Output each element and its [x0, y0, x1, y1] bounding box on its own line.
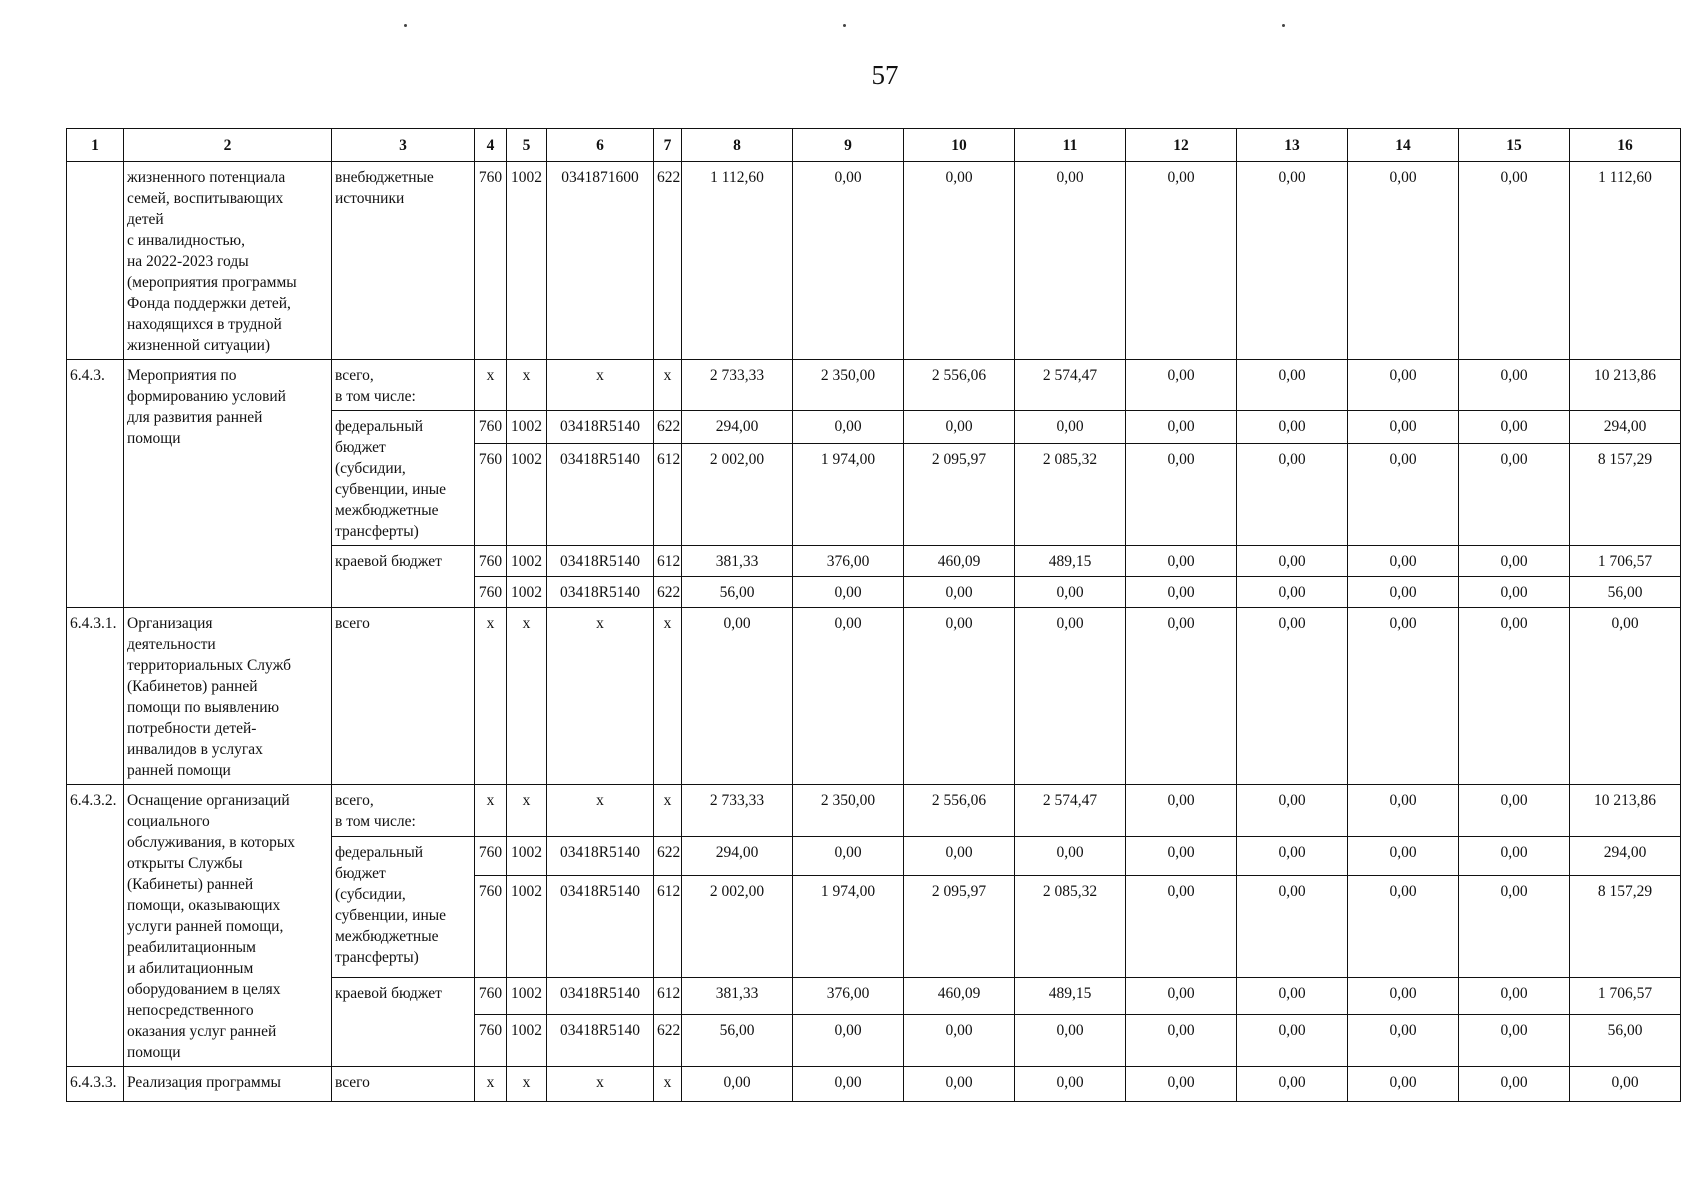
budget-code-c4: х — [475, 608, 507, 785]
amount-cell: 0,00 — [1126, 162, 1237, 360]
amount-cell: 0,00 — [904, 577, 1015, 608]
budget-code-c7: х — [654, 360, 682, 411]
amount-cell: 0,00 — [1015, 1067, 1126, 1102]
budget-code-c6: 03418R5140 — [547, 443, 654, 545]
budget-code-c5: 1002 — [507, 875, 547, 977]
amount-cell: 0,00 — [1348, 360, 1459, 411]
amount-cell: 0,00 — [904, 1067, 1015, 1102]
amount-cell: 489,15 — [1015, 546, 1126, 577]
scan-dot — [843, 24, 846, 27]
budget-code-c4: х — [475, 360, 507, 411]
amount-cell: 0,00 — [1348, 162, 1459, 360]
column-header: 7 — [654, 129, 682, 162]
amount-cell: 1 706,57 — [1570, 978, 1681, 1015]
amount-cell: 0,00 — [793, 577, 904, 608]
column-header: 10 — [904, 129, 1015, 162]
budget-code-c5: 1002 — [507, 837, 547, 876]
amount-cell: 1 706,57 — [1570, 546, 1681, 577]
amount-cell: 0,00 — [1348, 875, 1459, 977]
amount-cell: 0,00 — [1570, 608, 1681, 785]
item-number — [67, 162, 124, 360]
budget-code-c6: 03418R5140 — [547, 875, 654, 977]
budget-code-c5: 1002 — [507, 411, 547, 444]
amount-cell: 56,00 — [1570, 577, 1681, 608]
amount-cell: 0,00 — [1459, 577, 1570, 608]
item-name: Организация деятельности территориальных Служб (Кабинетов) ранней помощи по выявлению потребности детей- инвалидов в услугах ранней помощи — [124, 608, 332, 785]
amount-cell: 0,00 — [904, 837, 1015, 876]
budget-code-c5: х — [507, 360, 547, 411]
column-header: 12 — [1126, 129, 1237, 162]
funding-source: краевой бюджет — [332, 978, 475, 1067]
amount-cell: 0,00 — [793, 837, 904, 876]
amount-cell: 0,00 — [1348, 443, 1459, 545]
budget-code-c5: 1002 — [507, 162, 547, 360]
amount-cell: 0,00 — [793, 411, 904, 444]
amount-cell: 8 157,29 — [1570, 875, 1681, 977]
budget-code-c6: х — [547, 1067, 654, 1102]
budget-code-c4: 760 — [475, 443, 507, 545]
amount-cell: 2 556,06 — [904, 785, 1015, 837]
amount-cell: 8 157,29 — [1570, 443, 1681, 545]
budget-code-c7: 612 — [654, 443, 682, 545]
item-name: Оснащение организаций социального обслуживания, в которых открыты Службы (Кабинеты) ранней помощи, оказывающих услуги ранней помощи, реабилитационным и абилитационным оборудованием в целях непосредственного оказания услуг ранней помощи — [124, 785, 332, 1067]
amount-cell: 0,00 — [1348, 785, 1459, 837]
budget-code-c7: х — [654, 608, 682, 785]
amount-cell: 0,00 — [1348, 1015, 1459, 1067]
amount-cell: 0,00 — [1348, 546, 1459, 577]
amount-cell: 0,00 — [1459, 978, 1570, 1015]
amount-cell: 2 733,33 — [682, 785, 793, 837]
amount-cell: 56,00 — [682, 577, 793, 608]
header-row — [67, 129, 1681, 162]
budget-code-c7: 622 — [654, 411, 682, 444]
amount-cell: 376,00 — [793, 978, 904, 1015]
table-row — [67, 162, 1681, 360]
page-number: 57 — [871, 60, 899, 90]
amount-cell: 2 350,00 — [793, 785, 904, 837]
budget-code-c4: 760 — [475, 1015, 507, 1067]
column-header: 6 — [547, 129, 654, 162]
item-name: Реализация программы — [124, 1067, 332, 1102]
column-header: 5 — [507, 129, 547, 162]
amount-cell: 294,00 — [1570, 837, 1681, 876]
funding-source: краевой бюджет — [332, 546, 475, 608]
amount-cell: 2 574,47 — [1015, 360, 1126, 411]
amount-cell: 294,00 — [1570, 411, 1681, 444]
funding-source: всего — [332, 608, 475, 785]
amount-cell: 0,00 — [1237, 443, 1348, 545]
column-header: 3 — [332, 129, 475, 162]
amount-cell: 0,00 — [904, 411, 1015, 444]
amount-cell: 376,00 — [793, 546, 904, 577]
amount-cell: 0,00 — [1459, 162, 1570, 360]
scan-dot — [1282, 24, 1285, 27]
amount-cell: 0,00 — [1126, 978, 1237, 1015]
budget-code-c7: 622 — [654, 162, 682, 360]
amount-cell: 56,00 — [682, 1015, 793, 1067]
funding-source: внебюджетные источники — [332, 162, 475, 360]
item-name: Мероприятия по формированию условий для развития ранней помощи — [124, 360, 332, 608]
amount-cell: 0,00 — [1459, 411, 1570, 444]
amount-cell: 0,00 — [793, 1015, 904, 1067]
amount-cell: 460,09 — [904, 546, 1015, 577]
amount-cell: 2 574,47 — [1015, 785, 1126, 837]
budget-code-c7: 612 — [654, 875, 682, 977]
amount-cell: 0,00 — [793, 1067, 904, 1102]
budget-code-c5: 1002 — [507, 978, 547, 1015]
budget-code-c5: 1002 — [507, 546, 547, 577]
funding-source: федеральный бюджет (субсидии, субвенции, иные межбюджетные трансферты) — [332, 411, 475, 546]
budget-code-c5: х — [507, 608, 547, 785]
column-header: 9 — [793, 129, 904, 162]
budget-code-c5: 1002 — [507, 443, 547, 545]
column-header: 2 — [124, 129, 332, 162]
amount-cell: 0,00 — [1126, 360, 1237, 411]
amount-cell: 56,00 — [1570, 1015, 1681, 1067]
amount-cell: 0,00 — [1126, 875, 1237, 977]
budget-code-c4: 760 — [475, 978, 507, 1015]
budget-code-c6: 03418R5140 — [547, 837, 654, 876]
column-header: 14 — [1348, 129, 1459, 162]
budget-code-c5: х — [507, 1067, 547, 1102]
budget-code-c4: 760 — [475, 162, 507, 360]
budget-code-c4: 760 — [475, 577, 507, 608]
budget-code-c4: 760 — [475, 546, 507, 577]
funding-source: всего — [332, 1067, 475, 1102]
amount-cell: 0,00 — [1459, 785, 1570, 837]
budget-table — [66, 128, 1681, 1102]
amount-cell: 381,33 — [682, 978, 793, 1015]
amount-cell: 2 350,00 — [793, 360, 904, 411]
amount-cell: 0,00 — [1015, 1015, 1126, 1067]
budget-code-c6: 03418R5140 — [547, 546, 654, 577]
amount-cell: 10 213,86 — [1570, 785, 1681, 837]
budget-code-c4: 760 — [475, 837, 507, 876]
column-header: 15 — [1459, 129, 1570, 162]
budget-code-c6: 03418R5140 — [547, 411, 654, 444]
amount-cell: 294,00 — [682, 411, 793, 444]
amount-cell: 0,00 — [1237, 162, 1348, 360]
budget-code-c7: 612 — [654, 978, 682, 1015]
budget-code-c6: х — [547, 608, 654, 785]
amount-cell: 0,00 — [1237, 577, 1348, 608]
amount-cell: 0,00 — [1237, 360, 1348, 411]
budget-code-c6: х — [547, 360, 654, 411]
budget-code-c7: 622 — [654, 1015, 682, 1067]
budget-code-c7: 622 — [654, 577, 682, 608]
amount-cell: 0,00 — [1459, 1015, 1570, 1067]
amount-cell: 0,00 — [1015, 411, 1126, 444]
amount-cell: 0,00 — [1348, 577, 1459, 608]
table-row — [67, 360, 1681, 411]
amount-cell: 0,00 — [1459, 608, 1570, 785]
column-header: 4 — [475, 129, 507, 162]
amount-cell: 0,00 — [1126, 785, 1237, 837]
amount-cell: 0,00 — [1237, 837, 1348, 876]
item-name: жизненного потенциала семей, воспитывающих детей с инвалидностью, на 2022-2023 годы (мероприятия программы Фонда поддержки детей, находящихся в трудной жизненной ситуации) — [124, 162, 332, 360]
amount-cell: 0,00 — [1015, 837, 1126, 876]
amount-cell: 0,00 — [793, 608, 904, 785]
amount-cell: 0,00 — [682, 1067, 793, 1102]
item-number: 6.4.3. — [67, 360, 124, 608]
amount-cell: 0,00 — [1348, 411, 1459, 444]
table-row — [67, 785, 1681, 837]
amount-cell: 0,00 — [904, 608, 1015, 785]
amount-cell: 0,00 — [1459, 875, 1570, 977]
amount-cell: 0,00 — [1237, 1067, 1348, 1102]
amount-cell: 0,00 — [793, 162, 904, 360]
amount-cell: 460,09 — [904, 978, 1015, 1015]
amount-cell: 0,00 — [1237, 546, 1348, 577]
amount-cell: 0,00 — [1459, 546, 1570, 577]
amount-cell: 0,00 — [1348, 978, 1459, 1015]
amount-cell: 1 112,60 — [682, 162, 793, 360]
amount-cell: 0,00 — [1126, 1067, 1237, 1102]
budget-code-c7: 612 — [654, 546, 682, 577]
budget-code-c7: 622 — [654, 837, 682, 876]
budget-code-c7: х — [654, 1067, 682, 1102]
amount-cell: 0,00 — [1126, 1015, 1237, 1067]
amount-cell: 2 095,97 — [904, 875, 1015, 977]
amount-cell: 0,00 — [1237, 608, 1348, 785]
budget-code-c5: 1002 — [507, 1015, 547, 1067]
scan-dot — [404, 24, 407, 27]
amount-cell: 0,00 — [1126, 443, 1237, 545]
amount-cell: 2 556,06 — [904, 360, 1015, 411]
amount-cell: 0,00 — [1459, 1067, 1570, 1102]
amount-cell: 2 095,97 — [904, 443, 1015, 545]
item-number: 6.4.3.2. — [67, 785, 124, 1067]
column-header: 13 — [1237, 129, 1348, 162]
amount-cell: 294,00 — [682, 837, 793, 876]
amount-cell: 0,00 — [1459, 443, 1570, 545]
column-header: 1 — [67, 129, 124, 162]
column-header: 16 — [1570, 129, 1681, 162]
budget-code-c6: 03418R5140 — [547, 1015, 654, 1067]
budget-code-c4: х — [475, 785, 507, 837]
amount-cell: 10 213,86 — [1570, 360, 1681, 411]
budget-code-c4: 760 — [475, 411, 507, 444]
amount-cell: 0,00 — [1015, 577, 1126, 608]
amount-cell: 0,00 — [682, 608, 793, 785]
amount-cell: 0,00 — [1126, 837, 1237, 876]
budget-code-c4: 760 — [475, 875, 507, 977]
amount-cell: 0,00 — [1237, 785, 1348, 837]
amount-cell: 0,00 — [1237, 978, 1348, 1015]
amount-cell: 2 085,32 — [1015, 443, 1126, 545]
column-header: 8 — [682, 129, 793, 162]
amount-cell: 0,00 — [1237, 875, 1348, 977]
item-number: 6.4.3.3. — [67, 1067, 124, 1102]
budget-code-c6: 0341871600 — [547, 162, 654, 360]
budget-code-c6: 03418R5140 — [547, 978, 654, 1015]
table-row — [67, 608, 1681, 785]
budget-code-c6: 03418R5140 — [547, 577, 654, 608]
amount-cell: 0,00 — [904, 1015, 1015, 1067]
table-row — [67, 1067, 1681, 1102]
amount-cell: 0,00 — [1348, 1067, 1459, 1102]
amount-cell: 0,00 — [1348, 837, 1459, 876]
column-header: 11 — [1015, 129, 1126, 162]
amount-cell: 0,00 — [1126, 411, 1237, 444]
funding-source: всего, в том числе: — [332, 360, 475, 411]
amount-cell: 0,00 — [1237, 1015, 1348, 1067]
amount-cell: 1 974,00 — [793, 875, 904, 977]
amount-cell: 0,00 — [1126, 546, 1237, 577]
amount-cell: 0,00 — [1126, 577, 1237, 608]
funding-source: всего, в том числе: — [332, 785, 475, 837]
amount-cell: 0,00 — [1126, 608, 1237, 785]
amount-cell: 0,00 — [1015, 162, 1126, 360]
amount-cell: 1 112,60 — [1570, 162, 1681, 360]
amount-cell: 0,00 — [1570, 1067, 1681, 1102]
amount-cell: 0,00 — [1348, 608, 1459, 785]
funding-source: федеральный бюджет (субсидии, субвенции, иные межбюджетные трансферты) — [332, 837, 475, 978]
amount-cell: 1 974,00 — [793, 443, 904, 545]
amount-cell: 2 085,32 — [1015, 875, 1126, 977]
amount-cell: 0,00 — [904, 162, 1015, 360]
amount-cell: 0,00 — [1015, 608, 1126, 785]
budget-code-c5: х — [507, 785, 547, 837]
amount-cell: 381,33 — [682, 546, 793, 577]
amount-cell: 0,00 — [1459, 360, 1570, 411]
budget-code-c6: х — [547, 785, 654, 837]
budget-code-c5: 1002 — [507, 577, 547, 608]
amount-cell: 2 002,00 — [682, 443, 793, 545]
amount-cell: 0,00 — [1237, 411, 1348, 444]
item-number: 6.4.3.1. — [67, 608, 124, 785]
amount-cell: 2 733,33 — [682, 360, 793, 411]
amount-cell: 0,00 — [1459, 837, 1570, 876]
amount-cell: 489,15 — [1015, 978, 1126, 1015]
budget-code-c7: х — [654, 785, 682, 837]
budget-code-c4: х — [475, 1067, 507, 1102]
amount-cell: 2 002,00 — [682, 875, 793, 977]
